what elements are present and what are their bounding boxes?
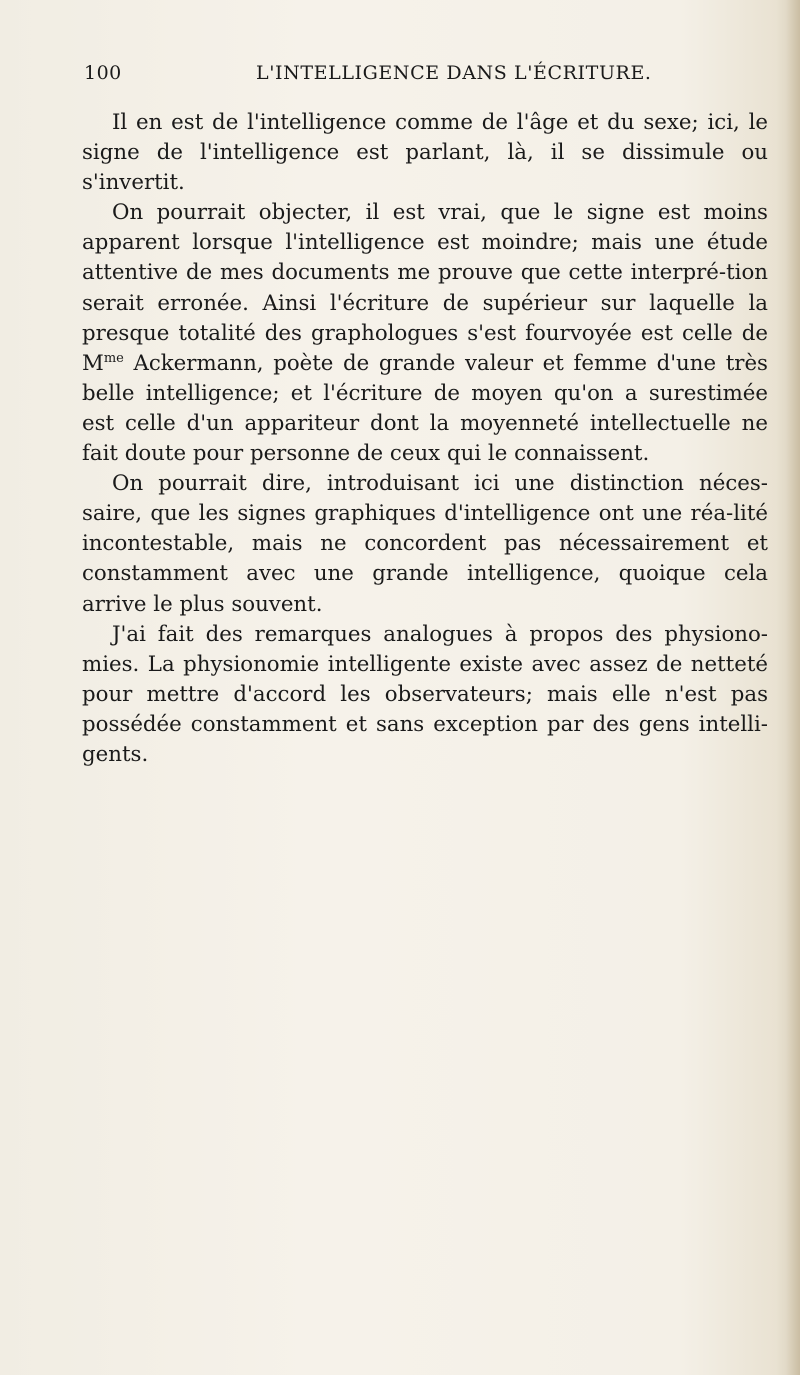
running-title: L'INTELLIGENCE DANS L'ÉCRITURE. (256, 62, 652, 84)
superscript-me: me (103, 350, 124, 366)
paragraph-1: Il en est de l'intelligence comme de l'âge et du sexe; ici, le signe de l'intelligence est parlant, là, il se dissimule ou s'invertit. (82, 110, 768, 196)
page-edge-shadow (786, 0, 800, 1375)
paragraph-3: On pourrait dire, introduisant ici une distinction néces-saire, que les signes graphiques d'intelligence ont une réa-lité incontestable, mais ne concordent pas nécessairement et constamment avec une grande intelligence, quoique cela arrive le plus souvent. (82, 471, 768, 617)
paragraph-2-after: Ackermann, poète de grande valeur et femme d'une très belle intelligence; et l'écriture de moyen qu'on a surestimée est celle d'un appariteur dont la moyenneté intellectuelle ne fait doute pour personne de ceux qui le connaissent. (82, 350, 768, 467)
body-text (82, 108, 768, 770)
running-header (0, 62, 800, 92)
paragraph-2 (82, 198, 768, 469)
paragraph-4: J'ai fait des remarques analogues à propos des physiono-mies. La physionomie intelligente existe avec assez de netteté pour mettre d'accord les observateurs; mais elle n'est pas possédée constamment et sans exception par des gens intelli-gents. (82, 621, 768, 767)
paragraph-2-before: On pourrait objecter, il est vrai, que le signe est moins apparent lorsque l'intelligence est moindre; mais une étude attentive de mes documents me prouve que cette interpré-tion serait erronée. Ainsi l'écriture de supérieur sur laquelle la presque totalité des graphologues s'est fourvoyée est celle de M (82, 200, 768, 376)
page-number: 100 (84, 62, 122, 84)
